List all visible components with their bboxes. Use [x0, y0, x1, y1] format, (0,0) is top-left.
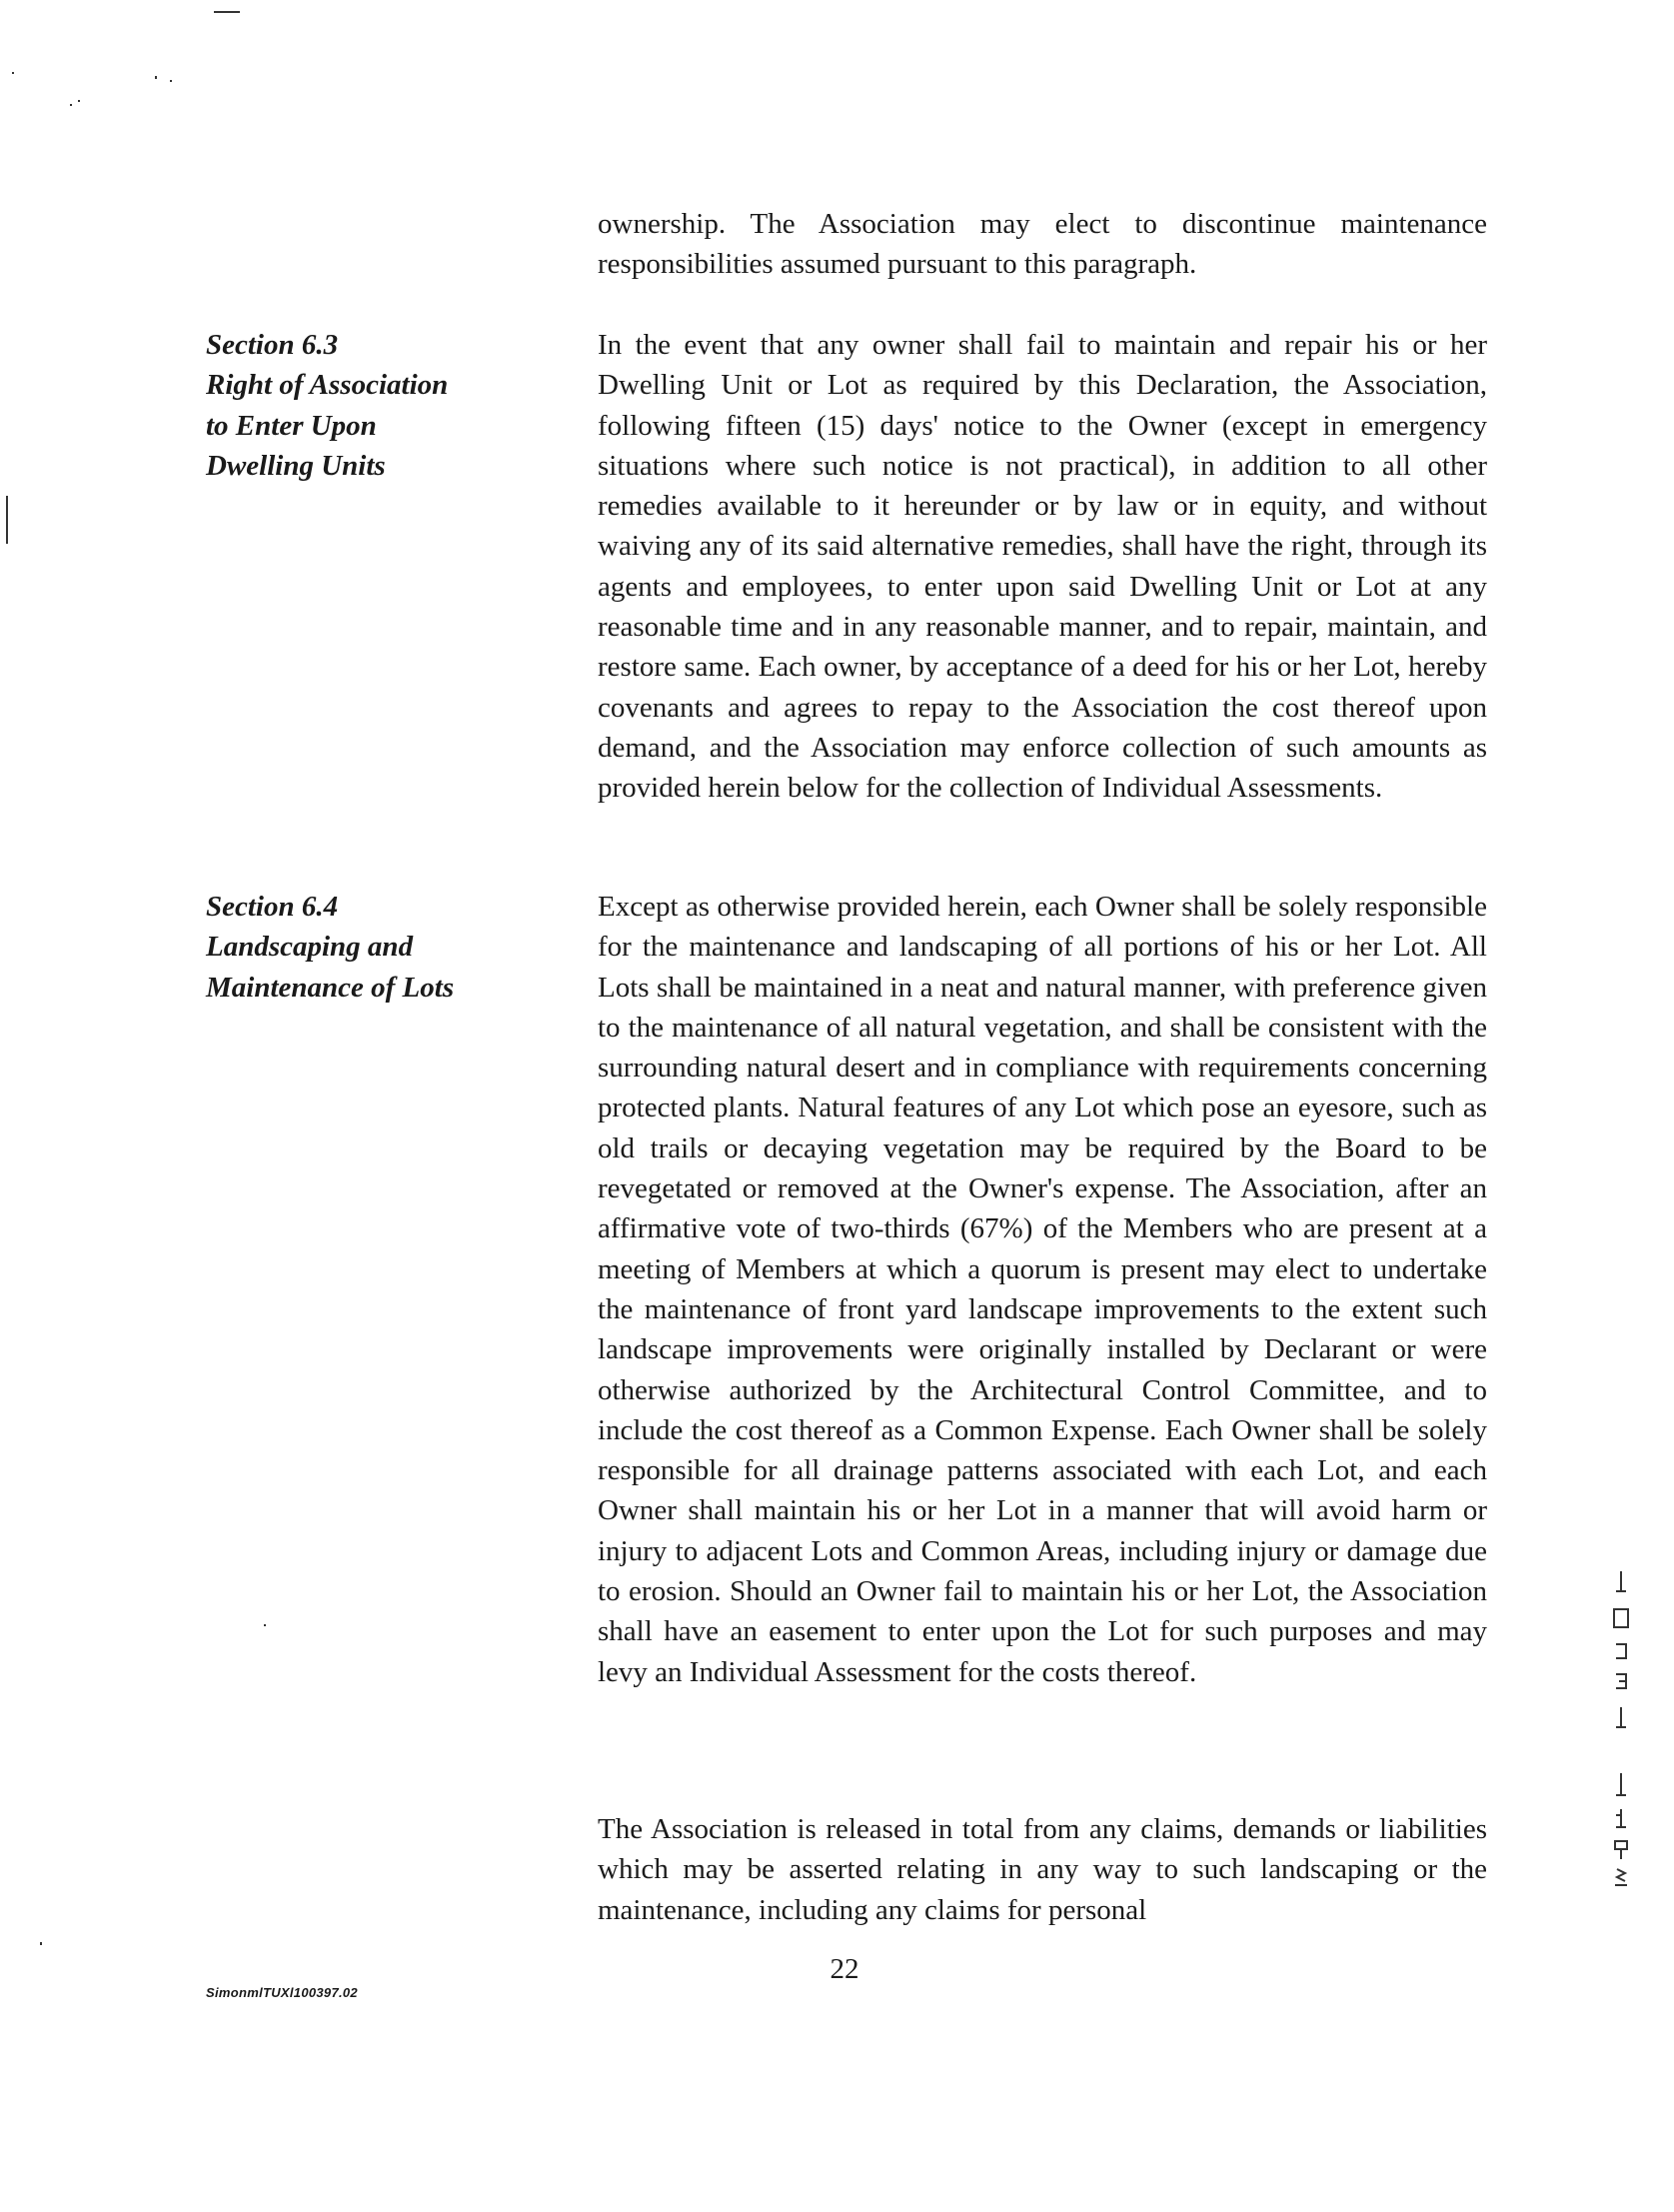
heading-line: Maintenance of Lots: [206, 971, 455, 1004]
scan-mark-dot: [78, 100, 80, 102]
stamp-glyphs-icon: [1611, 1771, 1631, 1891]
heading-line: Section 6.4: [206, 891, 339, 923]
heading-line: Section 6.3: [206, 329, 339, 361]
section-6-3-heading: [206, 325, 536, 486]
page-number: 22: [830, 1953, 859, 1985]
section-6-3-paragraph: In the event that any owner shall fail to maintain and repair his or her Dwelling Unit or Lot as required by this Declaration, the Association, following fifteen (15) days' notice to the Owner (except in emergency situations where such notice is not practical), in addition to all other remedies available to it hereunder or by law or in equity, and without waiving any of its said alternative remedies, shall have the right, through its agents and employees, to enter upon said Dwelling Unit or Lot at any reasonable time and in any reasonable manner, and to repair, maintain, and restore same. Each owner, by acceptance of a deed for his or her Lot, hereby covenants and agrees to repay to the Association the cost thereof upon demand, and the Association may enforce collection of such amounts as provided herein below for the collection of Individual Assessments.: [598, 329, 1487, 805]
scan-mark-top-dash: [214, 11, 240, 13]
scan-mark-dot: [170, 80, 172, 82]
margin-stamp-upper: [1611, 1569, 1631, 1729]
file-code: SimonmlTUXl100397.02: [206, 1985, 358, 2000]
scan-mark-dot: [264, 1624, 266, 1626]
heading-line: Dwelling Units: [206, 449, 386, 482]
stamp-glyphs-icon: [1611, 1569, 1631, 1729]
heading-line: Landscaping and: [206, 931, 414, 964]
margin-stamp-lower: [1611, 1771, 1631, 1891]
release-paragraph: The Association is released in total from any claims, demands or liabilities which may be asserted relating in any way to such landscaping or the maintenance, including any claims for personal: [598, 1813, 1487, 1926]
section-6-4-heading: [206, 887, 536, 1008]
heading-line: Right of Association: [206, 369, 449, 402]
section-6-4-paragraph: Except as otherwise provided herein, each Owner shall be solely responsible for the maintenance and landscaping of all portions of his or her Lot. All Lots shall be maintained in a neat and natural manner, with preference given to the maintenance of all natural vegetation, and shall be consistent with the surrounding natural desert and in compliance with requirements concerning protected plants. Natural features of any Lot which pose an eyesore, such as old trails or decaying vegetation may be required by the Board to be revegetated or removed at the Owner's expense. The Association, after an affirmative vote of two-thirds (67%) of the Members who are present at a meeting of Members at which a quorum is present may elect to undertake the maintenance of front yard landscape improvements to the extent such landscape improvements were originally installed by Declarant or were otherwise authorized by the Architectural Control Committee, and to include the cost thereof as a Common Expense. Each Owner shall be solely responsible for all drainage patterns associated with each Lot, and each Owner shall maintain his or her Lot in a manner that will avoid harm or injury to adjacent Lots and Common Areas, including injury or damage due to erosion. Should an Owner fail to maintain his or her Lot, the Association shall have an easement to enter upon the Lot for such purposes and may levy an Individual Assessment for the costs thereof.: [598, 891, 1487, 1688]
scan-mark-vertical-line: [6, 496, 8, 544]
scan-mark-dot: [155, 76, 157, 79]
heading-line: to Enter Upon: [206, 409, 377, 442]
scan-mark-dot: [40, 1942, 42, 1945]
continued-paragraph: ownership. The Association may elect to discontinue maintenance responsibilities assumed pursuant to this paragraph.: [598, 208, 1487, 281]
scan-mark-dot: [12, 72, 14, 74]
scan-mark-dot: [70, 104, 72, 106]
